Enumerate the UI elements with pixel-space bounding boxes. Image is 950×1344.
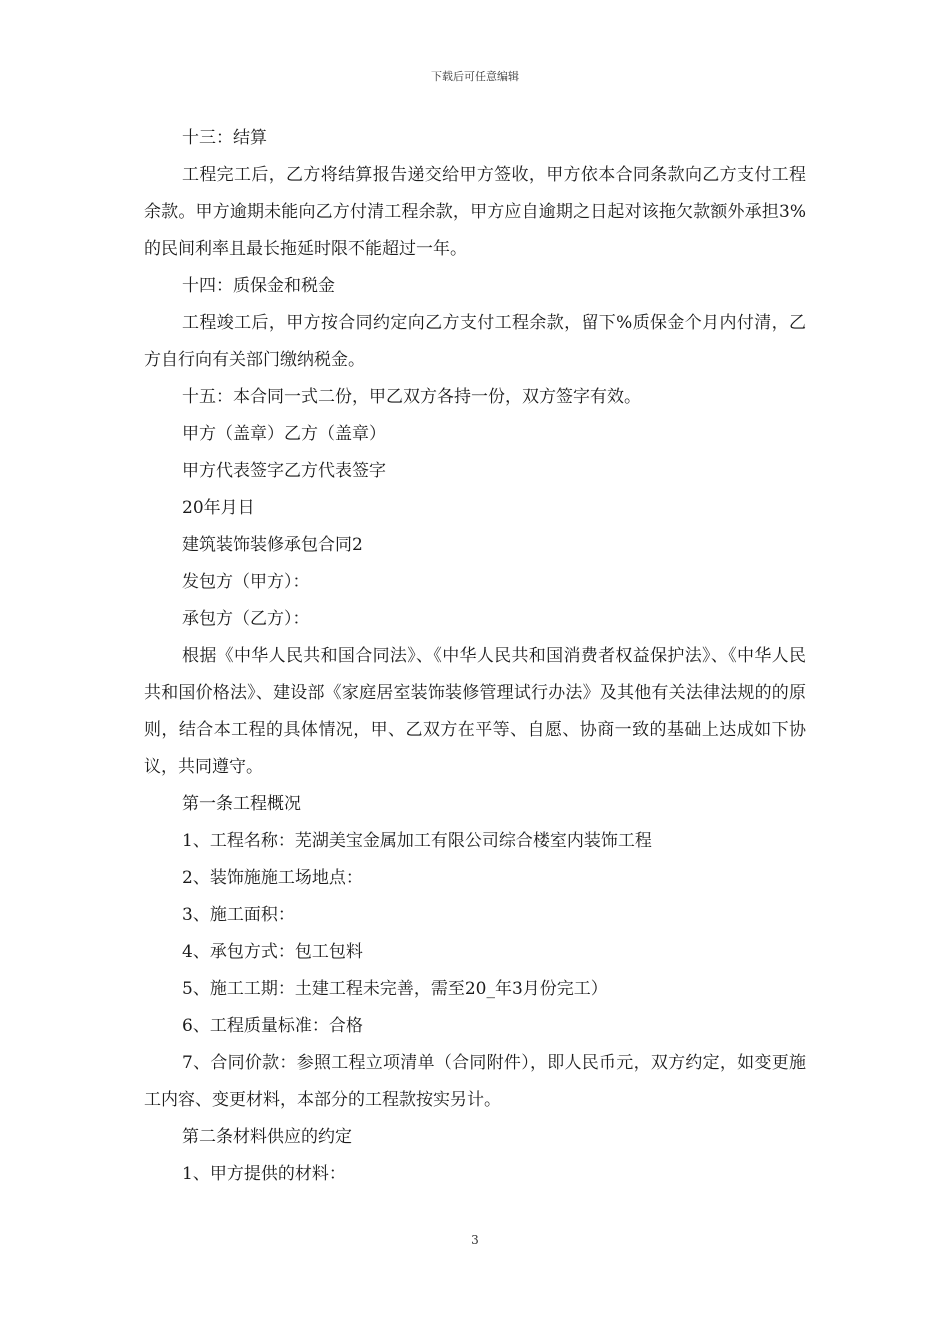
item-schedule: 5、施工工期：土建工程未完善，需至20_年3月份完工） <box>182 979 608 999</box>
item-contract-method: 4、承包方式：包工包料 <box>182 942 363 962</box>
signature-line: 甲方代表签字乙方代表签字 <box>182 461 386 481</box>
section-14-heading: 十四：质保金和税金 <box>182 276 335 296</box>
page-number: 3 <box>471 1233 479 1247</box>
section-15-paragraph: 十五：本合同一式二份，甲乙双方各持一份，双方签字有效。 <box>182 387 641 407</box>
page-header: 下载后可任意编辑 <box>431 70 519 83</box>
section-13-heading: 十三：结算 <box>182 128 267 148</box>
item-site-location: 2、装饰施施工场地点： <box>182 868 363 888</box>
article-1-heading: 第一条工程概况 <box>182 794 301 814</box>
legal-basis-paragraph: 根据《中华人民共和国合同法》、《中华人民共和国消费者权益保护法》、《中华人民共和国价格法》、建设部《家庭居室装饰装修管理试行办法》及其他有关法律法规的的原则，结合本工程的具体情况，甲、乙双方在平等、自愿、协商一致的基础上达成如下协议，共同遵守。 <box>144 646 806 777</box>
article-2-heading: 第二条材料供应的约定 <box>182 1127 352 1147</box>
item-area: 3、施工面积： <box>182 905 295 925</box>
warranty-tax-paragraph: 工程竣工后，甲方按合同约定向乙方支付工程余款，留下%质保金个月内付清，乙方自行向有关部门缴纳税金。 <box>144 313 806 370</box>
contract-2-title: 建筑装饰装修承包合同2 <box>182 535 363 555</box>
item-party-a-materials: 1、甲方提供的材料： <box>182 1164 346 1184</box>
seal-line: 甲方（盖章）乙方（盖章） <box>182 424 386 444</box>
item-quality-standard: 6、工程质量标准：合格 <box>182 1016 363 1036</box>
party-a-line: 发包方（甲方）： <box>182 572 310 592</box>
item-contract-price: 7、合同价款：参照工程立项清单（合同附件），即人民币元，双方约定，如变更施工内容、变更材料，本部分的工程款按实另计。 <box>144 1053 806 1110</box>
settlement-paragraph: 工程完工后，乙方将结算报告递交给甲方签收，甲方依本合同条款向乙方支付工程余款。甲方逾期未能向乙方付清工程余款，甲方应自逾期之日起对该拖欠款额外承担3%的民间利率且最长拖延时限不能超过一年。 <box>144 165 806 259</box>
date-line: 20年月日 <box>182 498 255 518</box>
document-body <box>144 120 806 1193</box>
party-b-line: 承包方（乙方）： <box>182 609 310 629</box>
item-project-name: 1、工程名称：芜湖美宝金属加工有限公司综合楼室内装饰工程 <box>182 831 652 851</box>
